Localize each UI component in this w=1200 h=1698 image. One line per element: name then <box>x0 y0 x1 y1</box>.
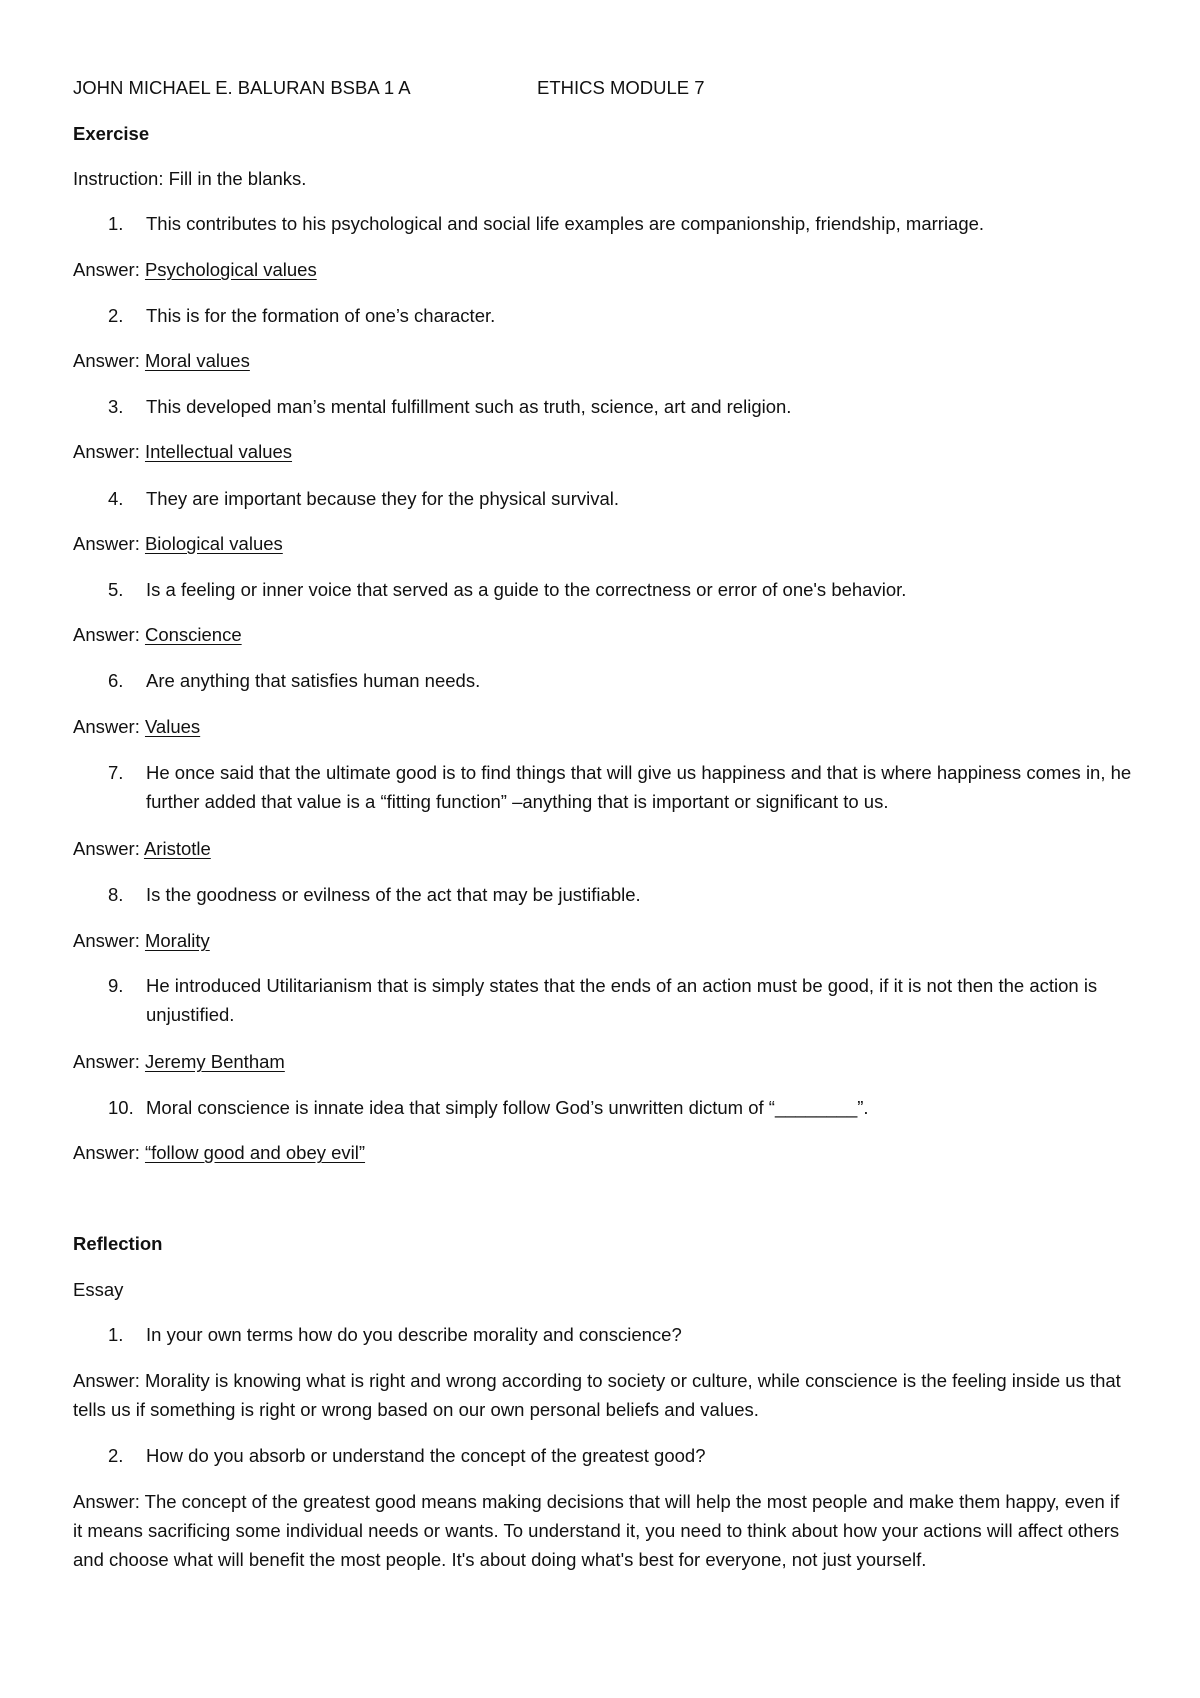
reflection-heading: Reflection <box>73 1233 163 1254</box>
answer-value: “follow good and obey evil” <box>144 1142 366 1163</box>
item-question: Are anything that satisfies human needs. <box>146 670 481 691</box>
exercise-answer-1 <box>73 255 317 284</box>
exercise-answer-3 <box>73 437 292 466</box>
exercise-answer-8 <box>73 926 210 955</box>
answer-value: Psychological values <box>144 259 317 280</box>
essay-item-1 <box>108 1320 1138 1349</box>
item-question: He once said that the ultimate good is to find things that will give us happiness and that is where happiness comes in, he further added that value is a “fitting function” –anything that is important or significant to us. <box>146 762 1132 812</box>
exercise-item-8 <box>108 880 1138 909</box>
exercise-item-7 <box>108 758 1138 816</box>
answer-label: Answer: <box>73 1370 140 1391</box>
item-number: 1. <box>108 1324 124 1345</box>
item-number: 6. <box>108 670 124 691</box>
item-question: Is the goodness or evilness of the act that may be justifiable. <box>146 884 641 905</box>
exercise-answer-10 <box>73 1138 365 1167</box>
module-title: ETHICS MODULE 7 <box>537 77 705 98</box>
exercise-answer-6 <box>73 712 200 741</box>
exercise-answer-2 <box>73 346 250 375</box>
exercise-item-5 <box>108 575 1138 604</box>
answer-value: Biological values <box>144 533 283 554</box>
item-number: 4. <box>108 488 124 509</box>
essay-answer-2 <box>73 1487 1133 1574</box>
answer-label: Answer: <box>73 838 140 859</box>
exercise-heading: Exercise <box>73 123 150 144</box>
answer-label: Answer: <box>73 533 140 554</box>
answer-value: Jeremy Bentham <box>144 1051 285 1072</box>
document-header <box>73 73 1133 102</box>
answer-label: Answer: <box>73 350 140 371</box>
item-question: They are important because they for the physical survival. <box>146 488 620 509</box>
essay-subheading: Essay <box>73 1279 124 1300</box>
item-number: 1. <box>108 213 124 234</box>
answer-value: Conscience <box>144 624 242 645</box>
answer-label: Answer: <box>73 441 140 462</box>
essay-item-2 <box>108 1441 1138 1470</box>
exercise-item-4 <box>108 484 1138 513</box>
exercise-item-9 <box>108 971 1138 1029</box>
item-question: Moral conscience is innate idea that simply follow God’s unwritten dictum of “________”. <box>146 1097 869 1118</box>
answer-value: Intellectual values <box>144 441 293 462</box>
exercise-answer-7 <box>73 834 211 863</box>
item-question: In your own terms how do you describe morality and conscience? <box>146 1324 682 1345</box>
item-number: 9. <box>108 975 124 996</box>
item-question: He introduced Utilitarianism that is simply states that the ends of an action must be good, if it is not then the action is unjustified. <box>146 975 1098 1025</box>
exercise-item-10 <box>108 1093 1138 1122</box>
exercise-answer-4 <box>73 529 283 558</box>
exercise-item-1 <box>108 209 1138 238</box>
item-question: This is for the formation of one’s character. <box>146 305 496 326</box>
exercise-answer-5 <box>73 620 242 649</box>
item-question: How do you absorb or understand the concept of the greatest good? <box>146 1445 706 1466</box>
answer-text: The concept of the greatest good means making decisions that will help the most people and make them happy, even if it means sacrificing some individual needs or wants. To understand it, you need to think about how your actions will affect others and choose what will benefit the most people. It's about doing what's best for everyone, not just yourself. <box>73 1491 1120 1570</box>
exercise-item-6 <box>108 666 1138 695</box>
answer-label: Answer: <box>73 1142 140 1163</box>
exercise-item-2 <box>108 301 1138 330</box>
answer-text: Morality is knowing what is right and wrong according to society or culture, while conscience is the feeling inside us that tells us if something is right or wrong based on our own personal beliefs and values. <box>73 1370 1121 1420</box>
exercise-answer-9 <box>73 1047 285 1076</box>
instruction-text: Instruction: Fill in the blanks. <box>73 168 307 189</box>
item-question: This developed man’s mental fulfillment such as truth, science, art and religion. <box>146 396 792 417</box>
answer-value: Aristotle <box>143 838 211 859</box>
answer-value: Moral values <box>144 350 250 371</box>
item-number: 5. <box>108 579 124 600</box>
item-number: 3. <box>108 396 124 417</box>
answer-label: Answer: <box>73 1491 140 1512</box>
answer-label: Answer: <box>73 716 140 737</box>
answer-label: Answer: <box>73 930 140 951</box>
student-name: JOHN MICHAEL E. BALURAN BSBA 1 A <box>73 77 411 98</box>
item-number: 7. <box>108 762 124 783</box>
exercise-item-3 <box>108 392 1138 421</box>
answer-label: Answer: <box>73 259 140 280</box>
answer-label: Answer: <box>73 1051 140 1072</box>
item-number: 10. <box>108 1097 134 1118</box>
item-question: Is a feeling or inner voice that served as a guide to the correctness or error of one's behavior. <box>146 579 907 600</box>
answer-value: Morality <box>144 930 210 951</box>
item-number: 2. <box>108 1445 124 1466</box>
item-number: 2. <box>108 305 124 326</box>
answer-value: Values <box>144 716 201 737</box>
essay-answer-1 <box>73 1366 1133 1424</box>
item-question: This contributes to his psychological and social life examples are companionship, friendship, marriage. <box>146 213 985 234</box>
item-number: 8. <box>108 884 124 905</box>
answer-label: Answer: <box>73 624 140 645</box>
